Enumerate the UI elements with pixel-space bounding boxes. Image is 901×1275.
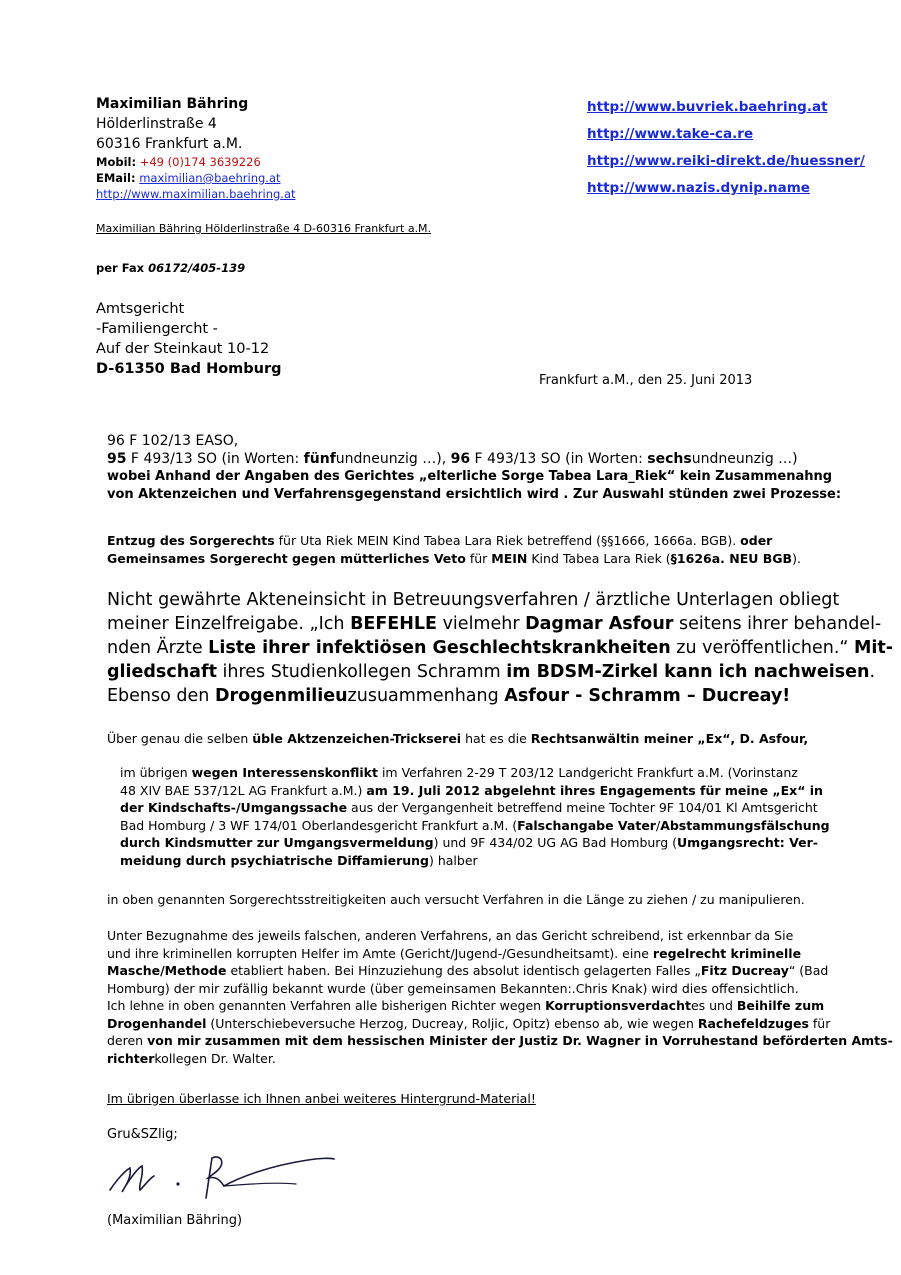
big-bold: Drogenmilieu: [214, 686, 348, 706]
big-line-2: [107, 612, 882, 636]
big-line-3: [107, 636, 894, 660]
p4-bold: von mir zusammen mit dem hessischen Minister der Justiz Dr. Wagner in Vorruhestand beförderten Amts-: [147, 1033, 893, 1048]
return-address: Maximilian Bähring Hölderlinstraße 4 D-60316 Frankfurt a.M.: [96, 222, 432, 235]
fax-number: 06172/405-139: [148, 261, 246, 275]
big-text: zu veröffentlichen.“: [670, 638, 855, 658]
sender-street: Hölderlinstraße 4: [96, 116, 217, 132]
p4-bold: Fitz Ducreay: [700, 963, 789, 978]
p2-text: Bad Homburg / 3 WF 174/01 Oberlandesgericht Frankfurt a.M. (: [120, 817, 518, 833]
p4-bold: regelrecht kriminelle: [652, 945, 802, 961]
p1-line: [107, 730, 827, 748]
big-bold: Dagmar Asfour: [525, 614, 674, 634]
p2-bold: wegen Interessenskonflikt: [191, 765, 378, 780]
p1-text: Über genau die selben: [107, 731, 253, 746]
p2-bold: durch Kindsmutter zur Umgangsvermeldung: [120, 835, 434, 850]
p2-text: 48 XIV BAE 537/12L AG Frankfurt a.M.): [120, 782, 367, 798]
p2-bold: der Kindschafts-/Umgangssache: [120, 800, 348, 815]
p2-line-2: [120, 782, 840, 800]
ref-line-4: von Aktenzeichen und Verfahrensgegenstand ersichtlich wird . Zur Auswahl stünden zwei Prozesse:: [107, 486, 842, 502]
p1-bold: üble Aktzenzeichen-Trickserei: [252, 731, 462, 746]
sender-name: Maximilian Bähring: [96, 96, 249, 112]
p4-line-2: [107, 945, 827, 963]
sender-website-line: [96, 186, 296, 202]
big-text: nden Ärzte: [107, 638, 209, 658]
closing-greeting: Gru&SZlig;: [107, 1127, 178, 1142]
p4-text: etabliert haben. Bei Hinzuziehung des absolut identisch gelagerten Falles „: [226, 963, 701, 978]
p4-bold: Rachefeldzuges: [697, 1015, 809, 1031]
big-text: Ebenso den: [107, 686, 215, 706]
ref-line-1: 96 F 102/13 EASO,: [107, 433, 239, 449]
proc-line-2: [107, 550, 827, 568]
p4-text: kollegen Dr. Walter.: [154, 1050, 276, 1066]
big-line-1: Nicht gewährte Akteneinsicht in Betreuungsverfahren / ärztliche Unterlagen obliegt: [107, 590, 840, 610]
p4-text: für: [808, 1015, 831, 1031]
p1-text: hat es die: [461, 731, 531, 746]
p4-line-8: [107, 1050, 827, 1068]
p4-text: “ (Bad: [788, 963, 829, 978]
signature-name: (Maximilian Bähring): [107, 1213, 243, 1228]
mobile-number: +49 (0)174 3639226: [139, 155, 261, 169]
p4-text: es und: [690, 998, 737, 1013]
paragraph-5: [107, 1090, 827, 1108]
proc-text: ).: [792, 550, 801, 566]
big-text: seitens ihrer behandel-: [673, 614, 882, 634]
reference-block: [107, 433, 842, 503]
p4-text: Ich lehne in oben genannten Verfahren alle bisherigen Richter wegen: [107, 998, 546, 1013]
letter-date: Frankfurt a.M., den 25. Juni 2013: [539, 373, 753, 388]
p4-line-7: [107, 1032, 893, 1050]
p2-bold: Falschangabe Vater: [517, 817, 656, 833]
p4-bold: Beihilfe zum: [736, 998, 825, 1013]
proc-text: Kind Tabea Lara Riek (: [527, 550, 671, 566]
paragraph-1: [107, 730, 827, 748]
proc-text: für Uta Riek MEIN Kind Tabea Lara Riek betreffend (§§1666, 1666a. BGB).: [274, 533, 741, 548]
p4-bold: Masche/Methode: [107, 963, 227, 978]
p2-line-3: [120, 799, 840, 817]
proc-bold: §1626a. NEU BGB: [670, 550, 793, 566]
proc-line-1: [107, 532, 827, 550]
link-buvriek[interactable]: http://www.buvriek.baehring.at: [587, 99, 828, 115]
proceedings-block: [107, 532, 827, 567]
big-text: meiner Einzelfreigabe. „Ich: [107, 614, 351, 634]
sender-email-line: [96, 170, 296, 186]
ref-text: F 493/13 SO (in Worten:: [126, 450, 304, 467]
recipient-line-1: Amtsgericht: [96, 301, 185, 317]
p2-bold: am 19. Juli 2012 abgelehnt ihres Engagements für meine „Ex“ in: [366, 782, 823, 798]
p4-line-6: [107, 1015, 831, 1033]
p4-text: (Unterschiebeversuche Herzog, Ducreay, Roljic, Opitz) ebenso ab, wie wegen: [206, 1015, 698, 1031]
big-bold: Asfour - Schramm – Ducreay!: [504, 686, 791, 706]
ref-bold-fuenf: fünf: [303, 450, 336, 467]
p4-line-4: Homburg) der mir zufällig bekannt wurde (über gemeinsamen Bekannten:.Chris Knak) wird dies offensichtlich.: [107, 980, 799, 996]
ref-text: undneunzig …),: [335, 450, 451, 467]
p2-line-1: [120, 764, 840, 782]
fax-line: [96, 261, 245, 275]
ref-line-3: wobei Anhand der Angaben des Gerichtes „elterliche Sorge Tabea Lara_Riek“ kein Zusammenahng: [107, 469, 833, 484]
proc-bold: MEIN: [491, 550, 528, 566]
big-bold: im BDSM-Zirkel kann ich nachweisen: [506, 662, 870, 682]
big-bold: BEFEHLE: [350, 614, 438, 634]
big-bold: gliedschaft: [107, 662, 217, 682]
p4-line-1: Unter Bezugnahme des jeweils falschen, anderen Verfahrens, an das Gericht schreibend, ist erkennbar da Sie: [107, 928, 794, 943]
email-label: EMail:: [96, 171, 136, 185]
recipient-line-3: Auf der Steinkaut 10-12: [96, 341, 270, 357]
p4-line-3: [107, 962, 827, 980]
header-links: [587, 94, 865, 202]
proc-bold: Gemeinsames Sorgerecht gegen mütterliches Veto: [107, 550, 466, 566]
p4-text: und ihre kriminellen korrupten Helfer im Amte (Gericht/Jugend-/Gesundheitsamt). eine: [107, 945, 653, 961]
p2-bold: Umgangsrecht: Ver-: [677, 835, 818, 850]
p4-text: deren: [107, 1033, 148, 1048]
p2-text: /: [655, 817, 661, 833]
ref-line-2: [107, 451, 827, 469]
p5-line: Im übrigen überlasse ich Ihnen anbei weiteres Hintergrund-Material!: [107, 1091, 536, 1106]
big-line-5: [107, 684, 835, 708]
mobile-label: Mobil:: [96, 155, 137, 169]
p2-text: aus der Vergangenheit betreffend meine Tochter 9F 104/01 Kl Amtsgericht: [347, 800, 818, 815]
proc-bold: oder: [740, 533, 773, 548]
sender-city: 60316 Frankfurt a.M.: [96, 136, 243, 152]
link-reiki-direkt[interactable]: http://www.reiki-direkt.de/huessner/: [587, 153, 865, 169]
email-link[interactable]: maximilian@baehring.at: [139, 171, 281, 185]
p4-line-5: [107, 997, 827, 1015]
p3-line: in oben genannten Sorgerechtsstreitigkeiten auch versucht Verfahren in die Länge zu ziehen / zu manipulieren.: [107, 892, 805, 907]
fax-label: per Fax: [96, 261, 145, 275]
paragraph-4: [107, 927, 893, 1067]
p2-bold: meidung durch psychiatrische Diffamierung: [120, 852, 429, 868]
p2-text: im Verfahren 2-29 T 203/12 Landgericht Frankfurt a.M. (Vorinstanz: [377, 765, 798, 780]
big-line-4: [107, 660, 876, 684]
big-bold: Mit-: [854, 638, 894, 658]
p2-text: ) halber: [429, 852, 478, 868]
big-text: zusuammenhang: [347, 686, 505, 706]
p4-bold: Drogenhandel: [107, 1015, 207, 1031]
recipient-address: [96, 299, 282, 379]
recipient-line-4: D-61350 Bad Homburg: [96, 361, 282, 377]
large-paragraph: [107, 588, 894, 708]
big-bold: Liste ihrer infektiösen Geschlechtskrankheiten: [208, 638, 671, 658]
ref-text: F 493/13 SO (in Worten:: [470, 450, 648, 467]
p2-line-5: [120, 834, 840, 852]
paragraph-2: [120, 764, 840, 869]
paragraph-3: [107, 891, 827, 909]
big-text: vielmehr: [437, 614, 526, 634]
sender-mobile-line: [96, 154, 296, 170]
ref-text: undneunzig …): [691, 450, 798, 467]
p2-text: ) und 9F 434/02 UG AG Bad Homburg (: [433, 835, 678, 850]
p2-bold: Abstammungsfälschung: [660, 817, 830, 833]
ref-bold-sechs: sechs: [647, 450, 692, 467]
p2-text: im übrigen: [120, 765, 192, 780]
p2-line-4: [120, 817, 840, 835]
handwritten-signature: [108, 1148, 338, 1208]
p1-bold: Rechtsanwältin meiner „Ex“, D. Asfour,: [530, 731, 809, 746]
p4-bold: Korruptionsverdacht: [545, 998, 691, 1013]
proc-text: für: [465, 550, 492, 566]
ref-num-96: 96: [450, 450, 471, 467]
ref-num-95: 95: [107, 450, 127, 467]
p2-line-6: [120, 852, 840, 870]
website-link[interactable]: http://www.maximilian.baehring.at: [96, 187, 296, 201]
recipient-line-2: -Familiengercht -: [96, 321, 218, 337]
big-text: ihres Studienkollegen Schramm: [216, 662, 507, 682]
proc-bold: Entzug des Sorgerechts: [107, 533, 275, 548]
link-nazis-dynip[interactable]: http://www.nazis.dynip.name: [587, 180, 810, 196]
big-text: .: [869, 662, 876, 682]
link-take-care[interactable]: http://www.take-ca.re: [587, 126, 754, 142]
sender-block: [96, 94, 296, 202]
p4-bold: richter: [107, 1050, 155, 1066]
